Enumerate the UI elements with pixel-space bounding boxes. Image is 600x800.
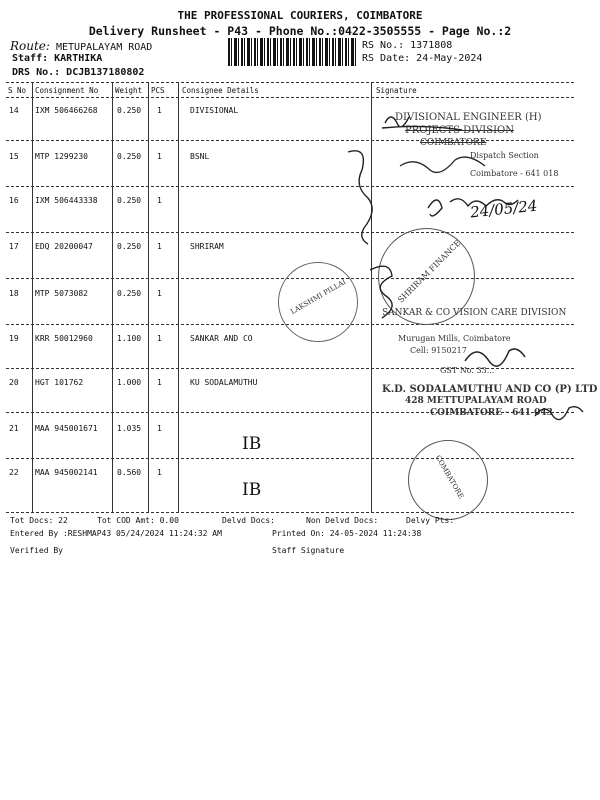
route-value: METUPALAYAM ROAD (56, 42, 153, 53)
row-consignee: KU SODALAMUTHU (190, 378, 258, 387)
row-pcs: 1 (157, 468, 162, 477)
row-sno: 21 (9, 424, 19, 433)
row-consignment: EDQ 20200047 (35, 242, 93, 251)
col-weight: Weight (115, 86, 143, 95)
row-consignment: KRR 50012960 (35, 334, 93, 343)
row-weight: 1.035 (117, 424, 142, 433)
signature-row-20 (532, 398, 592, 428)
row-sno: 18 (9, 289, 19, 298)
printed-on: Printed On: 24-05-2024 11:24:38 (272, 529, 422, 538)
row-sno: 16 (9, 196, 19, 205)
stamp-line: COIMBATORE (420, 138, 487, 148)
row-consignee: SANKAR AND CO (190, 334, 253, 343)
col-sno: S No (8, 86, 27, 95)
staff-field: Staff: KARTHIKA (12, 53, 103, 64)
round-stamp-3 (408, 440, 488, 520)
row-consignment: IXM 506466268 (35, 106, 98, 115)
row-consignment: MAA 945002141 (35, 468, 98, 477)
row-consignment: HGT 101762 (35, 378, 84, 387)
delivery-points: Delvy Pts: (406, 516, 455, 525)
row-pcs: 1 (157, 424, 162, 433)
rs-date: RS Date: 24-May-2024 (362, 53, 483, 64)
signature-row-19 (460, 336, 540, 376)
signature-row-17 (360, 250, 420, 330)
drs-number: DRS No.: DCJB137180802 (12, 67, 145, 78)
col-divider (32, 82, 33, 512)
row-consignment: MTP 1299230 (35, 152, 88, 161)
stamp-line: Murugan Mills, Coimbatore (398, 334, 511, 343)
delivered-docs: Delvd Docs: (222, 516, 275, 525)
total-cod-amount: Tot COD Amt: 0.00 (97, 516, 179, 525)
round-stamp-2 (278, 262, 358, 342)
row-rule (6, 232, 574, 233)
handwritten-ib: IB (242, 434, 262, 454)
stamp-line: GST No. 33... (440, 366, 495, 375)
company-title: THE PROFESSIONAL COURIERS, COIMBATORE (177, 9, 423, 22)
barcode (228, 38, 356, 66)
row-consignment: MAA 945001671 (35, 424, 98, 433)
row-pcs: 1 (157, 152, 162, 161)
route-field (10, 39, 152, 53)
col-consignment: Consignment No (35, 86, 99, 95)
signature-row-15 (330, 140, 390, 250)
table-top-rule (6, 82, 574, 83)
row-weight: 0.250 (117, 242, 142, 251)
row-sno: 17 (9, 242, 19, 251)
row-consignee: DIVISIONAL (190, 106, 239, 115)
row-weight: 1.000 (117, 378, 142, 387)
row-pcs: 1 (157, 106, 162, 115)
entered-by: Entered By :RESHMAP43 05/24/2024 11:24:32 AM (10, 529, 222, 538)
round-stamp-text: SHRIRAM FINANCE (396, 238, 463, 305)
col-pcs: PCS (151, 86, 165, 95)
rs-number: RS No.: 1371808 (362, 40, 453, 51)
col-divider (148, 82, 149, 512)
row-consignment: MTP 5073082 (35, 289, 88, 298)
row-weight: 0.250 (117, 289, 142, 298)
runsheet-subtitle: Delivery Runsheet - P43 - Phone No.:0422-3505555 - Page No.:2 (88, 24, 512, 38)
row-consignment: IXM 506443338 (35, 196, 98, 205)
row-sno: 14 (9, 106, 19, 115)
row-rule (6, 458, 574, 459)
row-weight: 1.100 (117, 334, 142, 343)
col-divider (112, 82, 113, 512)
stamp-line: 428 METTUPALAYAM ROAD (405, 396, 547, 406)
col-divider (178, 82, 179, 512)
row-weight: 0.250 (117, 152, 142, 161)
route-label: Route: (10, 39, 50, 53)
row-weight: 0.250 (117, 106, 142, 115)
round-stamp-text: LAKSHMI PILLAI (289, 277, 348, 317)
stamp-line: Cell: 9150217 (410, 346, 467, 355)
row-consignee: BSNL (190, 152, 210, 161)
stamp-line: Dispatch Section (470, 151, 539, 160)
round-stamp-text: COMBATORE (433, 453, 466, 501)
staff-signature-label: Staff Signature (272, 546, 345, 555)
row-sno: 22 (9, 468, 19, 477)
row-weight: 0.250 (117, 196, 142, 205)
header-bottom-rule (6, 97, 574, 98)
row-pcs: 1 (157, 334, 162, 343)
handwritten-date: 24/05/24 (469, 196, 539, 222)
verified-by: Verified By (10, 546, 63, 555)
non-delivered-docs: Non Delvd Docs: (306, 516, 379, 525)
col-consignee: Consignee Details (182, 86, 259, 95)
row-pcs: 1 (157, 289, 162, 298)
stamp-line: COIMBATORE - 641 043 (430, 408, 553, 418)
stamp-line: Coimbatore - 641 018 (470, 169, 559, 178)
row-pcs: 1 (157, 378, 162, 387)
table-bottom-rule (6, 512, 574, 513)
handwritten-ib: IB (242, 480, 262, 500)
row-pcs: 1 (157, 196, 162, 205)
stamp-line: SANKAR & CO VISION CARE DIVISION (382, 308, 567, 318)
row-sno: 15 (9, 152, 19, 161)
stamp-line: DIVISIONAL ENGINEER (H) (395, 112, 542, 123)
row-consignee: SHRIRAM (190, 242, 224, 251)
row-sno: 20 (9, 378, 19, 387)
stamp-line: K.D. SODALAMUTHU AND CO (P) LTD (382, 384, 598, 395)
row-sno: 19 (9, 334, 19, 343)
total-docs: Tot Docs: 22 (10, 516, 68, 525)
row-pcs: 1 (157, 242, 162, 251)
signature-row-14 (380, 108, 500, 188)
stamp-line: PROJECTS DIVISION (405, 125, 515, 136)
row-weight: 0.560 (117, 468, 142, 477)
col-signature: Signature (376, 86, 417, 95)
